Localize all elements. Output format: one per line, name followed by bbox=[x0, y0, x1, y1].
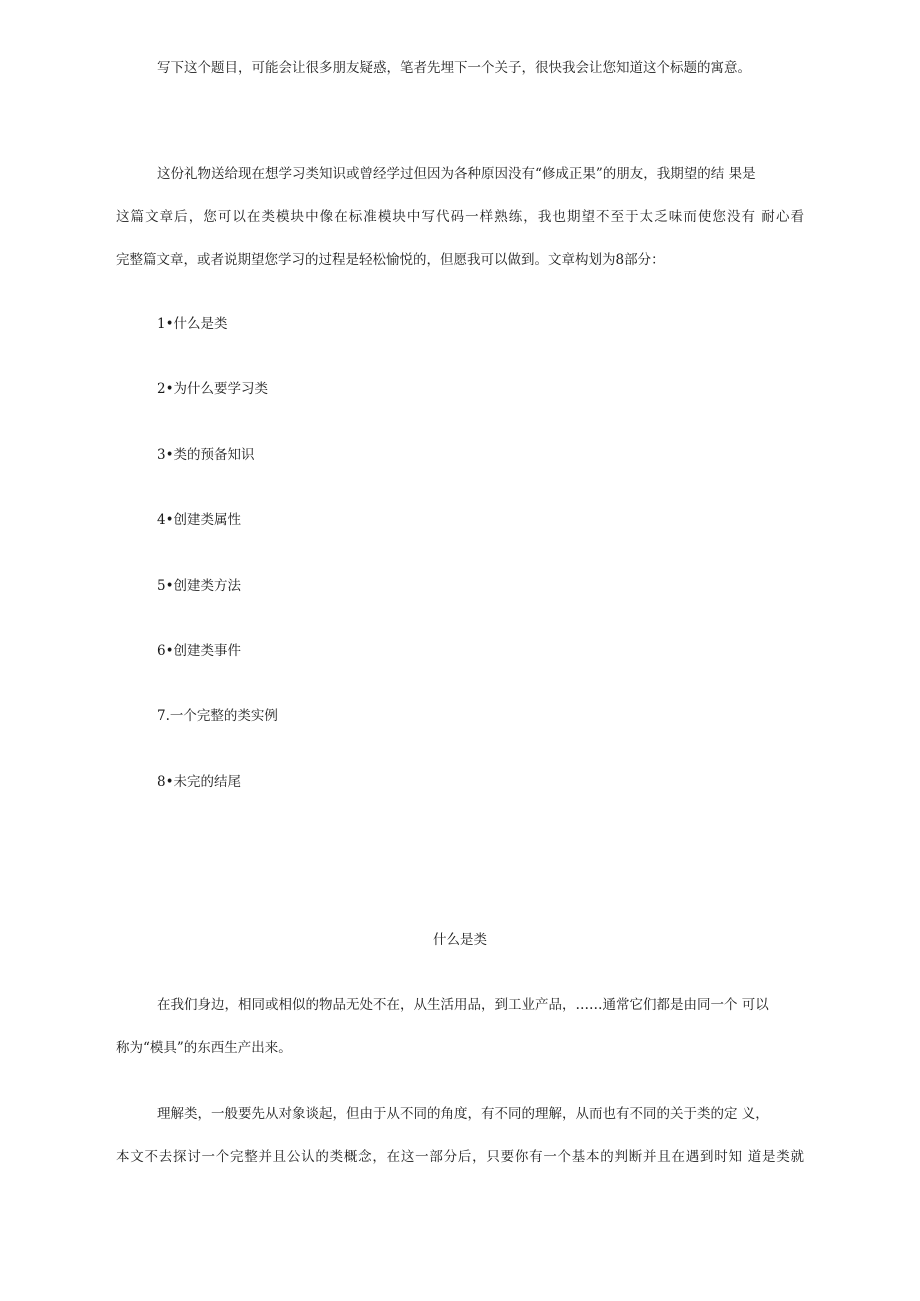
paragraph-3-line-2: 本文不去探讨一个完整并且公认的类概念，在这一部分后，只要你有一个基本的判断并且在遇到时知 道是类就 bbox=[116, 1149, 804, 1165]
toc-item-8: 8•未完的结尾 bbox=[157, 774, 242, 790]
toc-item-1: 1•什么是类 bbox=[157, 316, 228, 332]
toc-item-3: 3•类的预备知识 bbox=[157, 447, 255, 463]
toc-item-7: 7.一个完整的类实例 bbox=[157, 708, 278, 724]
paragraph-1-line-3: 完整篇文章，或者说期望您学习的过程是轻松愉悦的，但愿我可以做到。文章构划为8部分： bbox=[116, 252, 665, 268]
toc-item-6: 6•创建类事件 bbox=[157, 643, 242, 659]
paragraph-3-line-1: 理解类，一般要先从对象谈起，但由于从不同的角度，有不同的理解，从而也有不同的关于类的定 义， bbox=[157, 1106, 769, 1122]
toc-item-4: 4•创建类属性 bbox=[157, 512, 242, 528]
paragraph-2-line-1: 在我们身边，相同或相似的物品无处不在，从生活用品，到工业产品，……通常它们都是由同一个 可以 bbox=[157, 997, 769, 1013]
paragraph-1-line-2: 这篇文章后，您可以在类模块中像在标准模块中写代码一样熟练，我也期望不至于太乏味而使您没有 耐心看 bbox=[116, 209, 804, 225]
paragraph-1-line-1: 这份礼物送给现在想学习类知识或曾经学过但因为各种原因没有“修成正果”的朋友，我期望的结 果是 bbox=[157, 166, 756, 182]
intro-paragraph: 写下这个题目，可能会让很多朋友疑惑，笔者先埋下一个关子，很快我会让您知道这个标题的寓意。 bbox=[157, 60, 751, 76]
section-title: 什么是类 bbox=[433, 932, 487, 948]
toc-item-2: 2•为什么要学习类 bbox=[157, 381, 269, 397]
toc-item-5: 5•创建类方法 bbox=[157, 578, 242, 594]
paragraph-2-line-2: 称为“模具”的东西生产出来。 bbox=[116, 1040, 292, 1056]
